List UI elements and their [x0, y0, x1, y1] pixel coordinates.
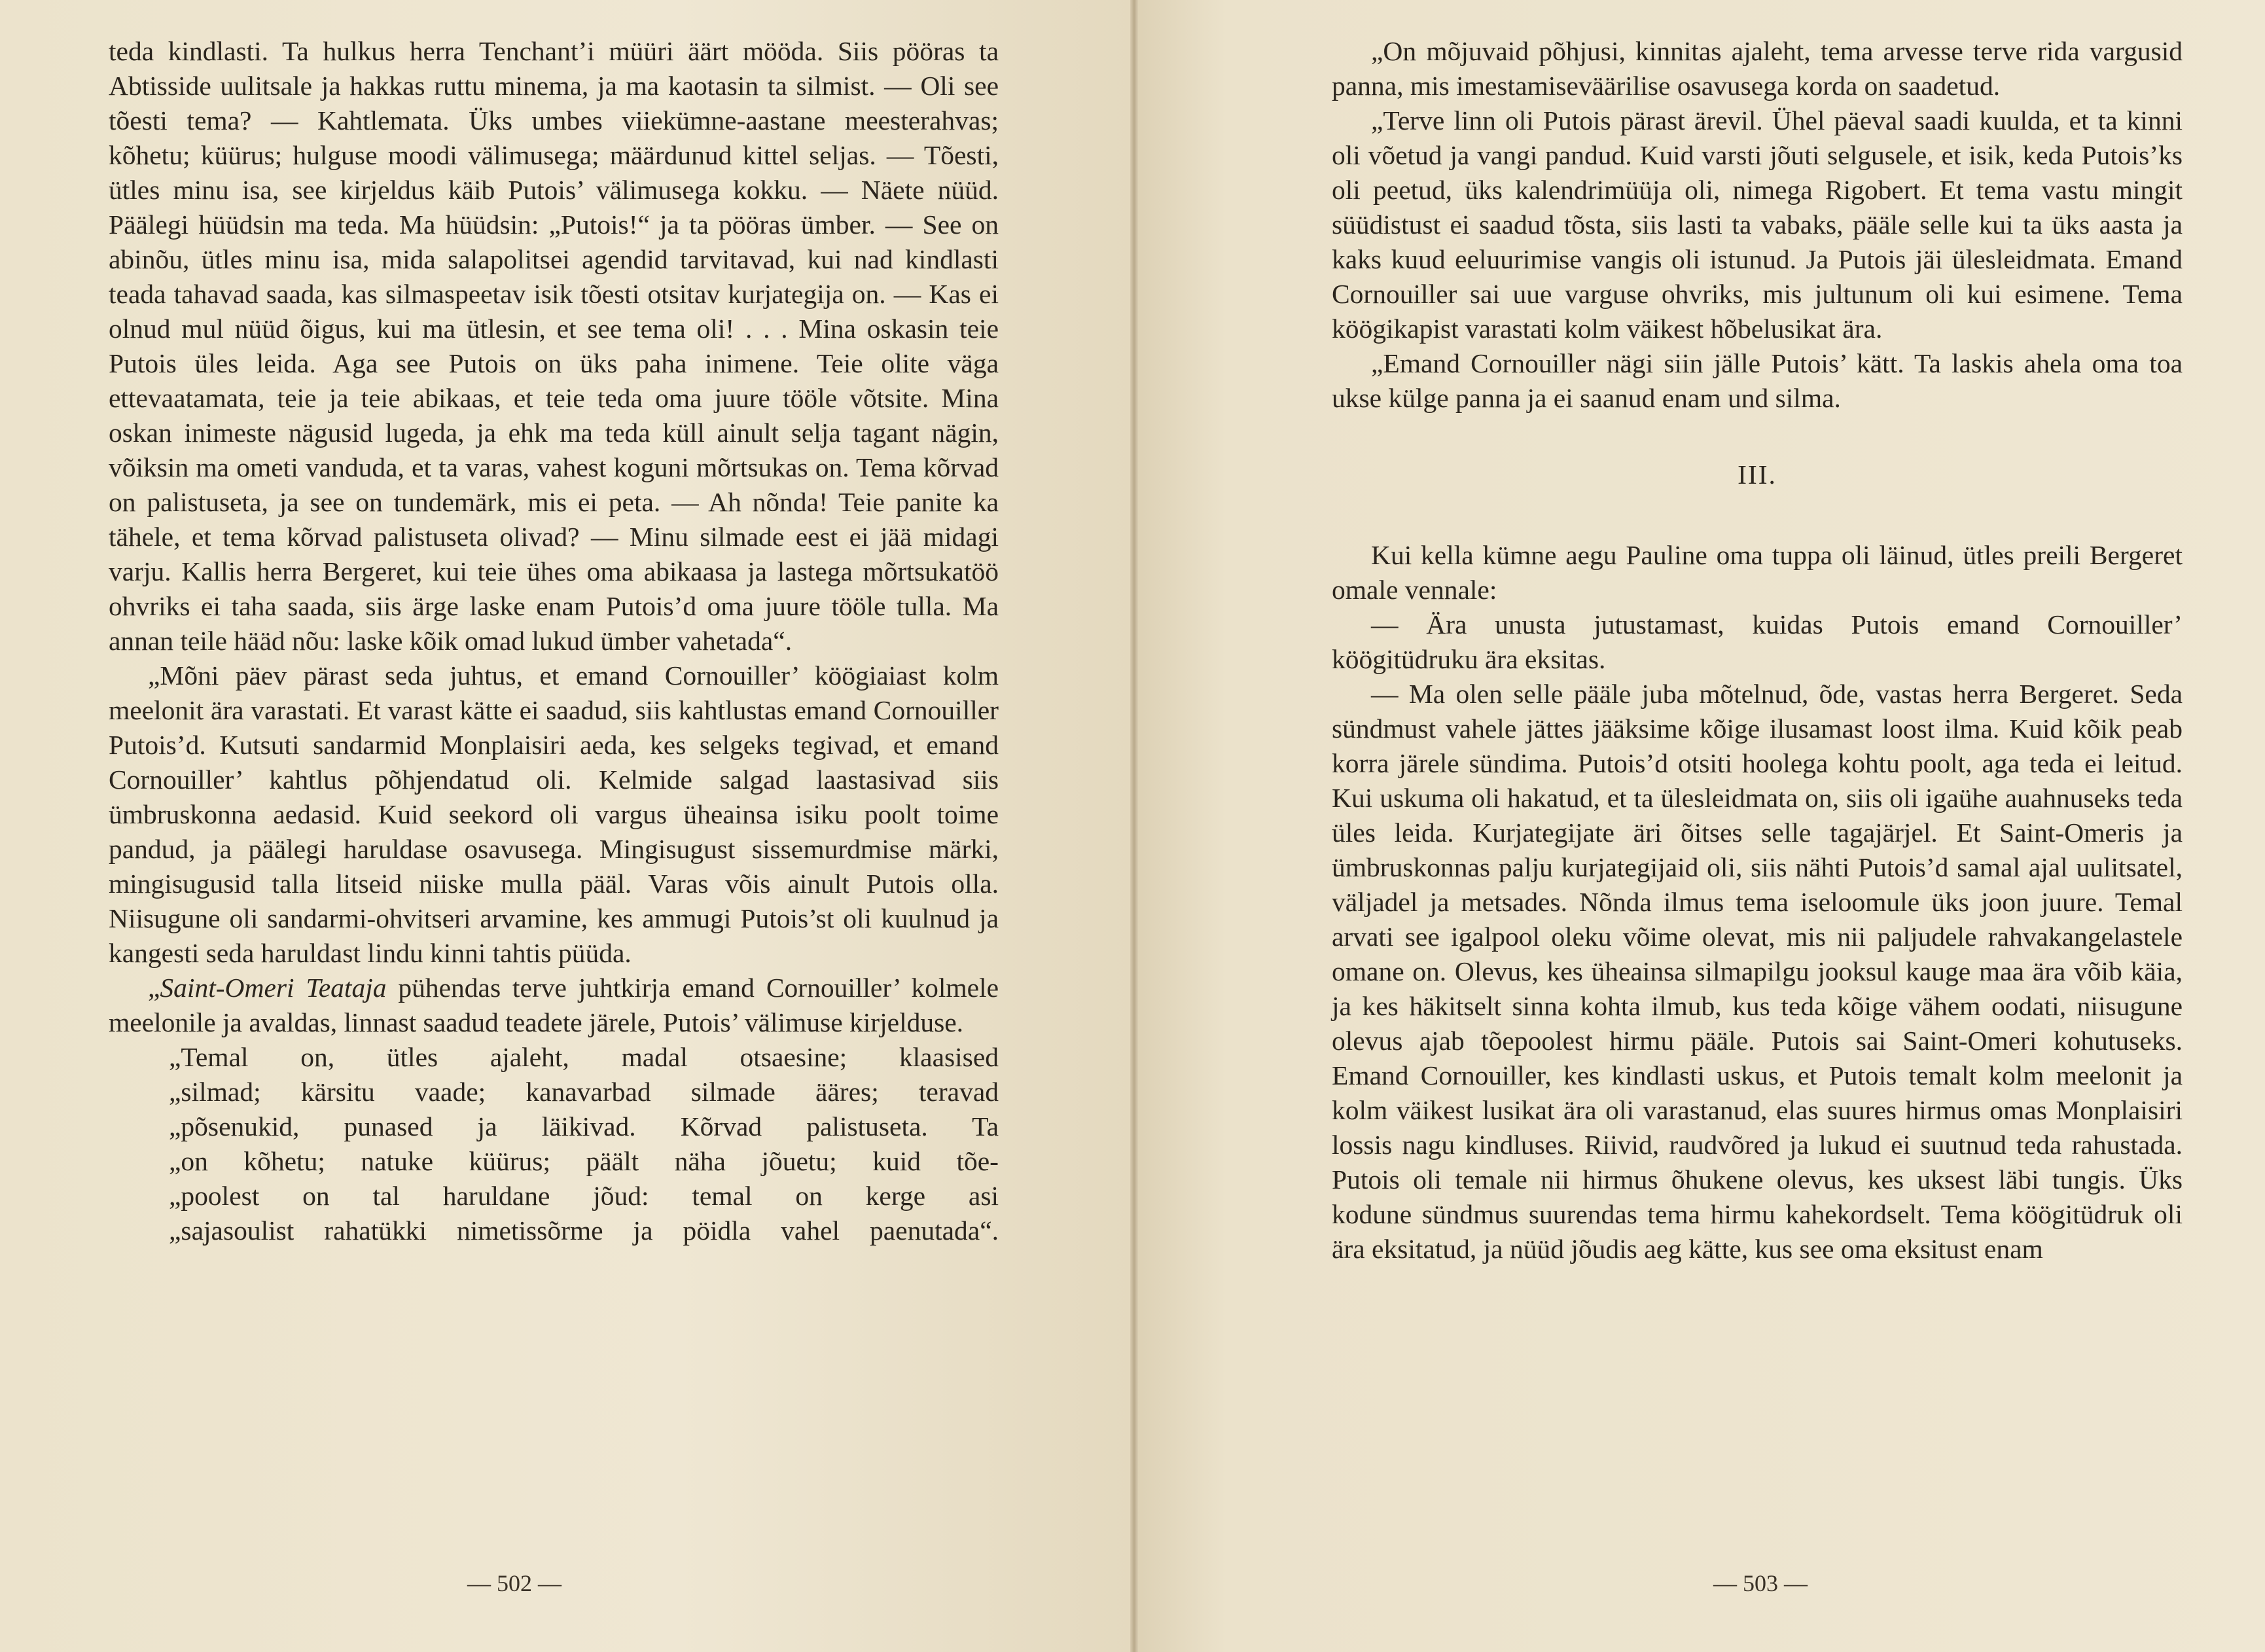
quote-line: „poolest on tal haruldane jõud: temal on kerge asi	[169, 1181, 999, 1211]
quote-line: „silmad; kärsitu vaade; kanavarbad silmade ääres; teravad	[169, 1077, 999, 1107]
book-gutter	[1130, 0, 1138, 1652]
quote-line: „on kõhetu; natuke küürus; päält näha jõuetu; kuid tõe-	[169, 1146, 999, 1176]
left-paragraph-1: teda kindlasti. Ta hulkus herra Tenchant’i müüri äärt mööda. Siis pööras ta Abtisside uulitsale ja hakkas ruttu minema, ja ma kaotasin ta silmist. — Oli see tõesti tema? — Kahtlemata. Üks umbes viiekümne-aastane meesterahvas; kõhetu; küürus; hulguse moodi välimusega; määrdunud kittel seljas. — Tõesti, ütles minu isa, see kirjeldus käib Putois’ välimusega kokku. — Näete nüüd. Päälegi hüüdsin ma teda. Ma hüüdsin: „Putois!“ ja ta pööras ümber. — See on abinõu, ütles minu isa, mida salapolitsei agendid tarvitavad, kui nad kindlasti teada tahavad saada, kas silmaspeetav isik tõesti otsitav kurjategija on. — Kas ei olnud mul nüüd õigus, kui ma ütlesin, et see tema oli! . . . Mina oskasin teie Putois üles leida. Aga see Putois on üks paha inimene. Teie olite väga ettevaatamata, teie ja teie abikaas, et teie teda oma juure tööle võtsite. Mina oskan inimeste nägusid lugeda, ja ehk ma teda küll ainult selja tagant nägin, võiksin ma ometi vanduda, et ta varas, vahest koguni mõrtsukas on. Tema kõrvad on palistuseta, ja see on tundemärk, mis ei peta. — Ah nõnda! Teie panite ka tähele, et tema kõrvad palistuseta olivad? — Minu silmade eest ei jää midagi varju. Kallis herra Bergeret, kui teie ühes oma abikaasa ja lastega mõrtsukatöö ohvriks ei taha saada, siis ärge laske enam Putois’d oma juure tööle tulla. Ma annan teile hääd nõu: laske kõik omad lukud ümber vahetada“.	[109, 36, 999, 656]
quote-line: „Temal on, ütles ajaleht, madal otsaesine; klaasised	[169, 1042, 999, 1072]
right-paragraph-1: „On mõjuvaid põhjusi, kinnitas ajaleht, tema arvesse terve rida vargusid panna, mis imestamiseväärilise osavusega korda on saadetud.	[1332, 36, 2183, 101]
newspaper-open-quote: „	[148, 973, 160, 1003]
newspaper-paragraph	[109, 971, 999, 1040]
right-paragraph-5: — Ära unusta jutustamast, kuidas Putois emand Cornouiller’ köögitüdruku ära eksitas.	[1332, 609, 2183, 674]
newspaper-paragraph-rest: pühendas terve juhtkirja emand Cornouiller’ kolmele meelonile ja avaldas, linnast saadud teadete järele, Putois’ välimuse kirjelduse.	[109, 973, 999, 1037]
quote-line: „põsenukid, punased ja läikivad. Kõrvad palistuseta. Ta	[169, 1111, 999, 1141]
right-paragraph-3: „Emand Cornouiller nägi siin jälle Putois’ kätt. Ta laskis ahela oma toa ukse külge panna ja ei saanud enam und silma.	[1332, 348, 2183, 413]
right-paragraph-4: Kui kella kümne aegu Pauline oma tuppa oli läinud, ütles preili Bergeret omale vennale:	[1332, 540, 2183, 605]
newspaper-name: Saint-Omeri Teataja	[160, 973, 387, 1003]
right-page-text	[1332, 34, 2183, 1266]
newspaper-quote	[109, 1040, 999, 1248]
left-paragraph-2: „Mõni päev pärast seda juhtus, et emand Cornouiller’ köögiaiast kolm meelonit ära varastati. Et varast kätte ei saadud, siis kahtlustas emand Cornouiller Putois’d. Kutsuti sandarmid Monplaisiri aeda, kes selgeks tegivad, et emand Cornouiller’ kahtlus põhjendatud oli. Kelmide salgad laastasivad siis ümbruskonna aedasid. Kuid seekord oli vargus üheainsa isiku poolt toime pandud, ja päälegi haruldase osavusega. Mingisugust sissemurdmise märki, mingisugusid talla litseid niiske mulla pääl. Varas võis ainult Putois olla. Niisugune oli sandarmi-ohvitseri arvamine, kes ammugi Putois’st oli kuulnud ja kangesti seda haruldast lindu kinni tahtis püüda.	[109, 660, 999, 968]
right-page-number: — 503 —	[1713, 1570, 1808, 1596]
left-page-number: — 502 —	[467, 1570, 562, 1596]
right-paragraph-2: „Terve linn oli Putois pärast ärevil. Ühel päeval saadi kuulda, et ta kinni oli võetud ja vangi pandud. Kuid varsti jõuti selgusele, et isik, keda Putois’ks oli peetud, üks kalendrimüüja oli, nimega Rigobert. Et tema vastu mingit süüdistust ei saadud tõsta, siis lasti ta vabaks, pääle selle kui ta üks aasta ja kaks kuud eeluurimise vangis oli istunud. Ja Putois jäi ülesleidmata. Emand Cornouiller sai uue varguse ohvriks, mis jultunum oli kui esimene. Tema köögikapist varastati kolm väikest hõbelusikat ära.	[1332, 105, 2183, 344]
right-paragraph-6: — Ma olen selle pääle juba mõtelnud, õde, vastas herra Bergeret. Seda sündmust vahele jättes jääksime kõige ilusamast loost ilma. Kuid kõik peab korra järele sündima. Putois’d otsiti hoolega kohtu poolt, aga teda ei leitud. Kui uskuma oli hakatud, et ta ülesleidmata on, siis oli igaühe auahnuseks teda üles leida. Kurjategijate äri õitses selle tagajärjel. Et Saint-Omeris ja ümbruskonnas palju kurjategijaid oli, siis nähti Putois’d samal ajal uulitsatel, väljadel ja metsades. Nõnda ilmus tema iseloomule üks joon juure. Temal arvati see igalpool oleku võime olevat, mis nii paljudele rahvakangelastele omane on. Olevus, kes üheainsa silmapilgu jooksul kauge maa ära võib käia, ja kes häkitselt sinna kohta ilmub, kus teda kõige vähem oodati, niisugune olevus ajab tõepoolest hirmu pääle. Putois sai Saint-Omeri kohutuseks. Emand Cornouiller, kes kindlasti uskus, et Putois temalt kolm meelonit ja kolm väikest lusikat ära oli varastanud, elas suures hirmus omas Monplaisiri lossis nagu kindluses. Riivid, raudvõred ja lukud ei suutnud teda rahustada. Putois oli temale nii hirmus õhukene olevus, kes uksest läbi tungis. Üks kodune sündmus suurendas tema hirmu kahekordselt. Tema köögitüdruk oli ära eksitatud, ja nüüd jõudis aeg kätte, kus see oma eksitust enam	[1332, 679, 2183, 1264]
quote-line: „sajasoulist rahatükki nimetissõrme ja pöidla vahel paenutada“.	[169, 1215, 999, 1246]
section-heading: III.	[1738, 459, 1777, 490]
left-page-text	[109, 34, 999, 1248]
